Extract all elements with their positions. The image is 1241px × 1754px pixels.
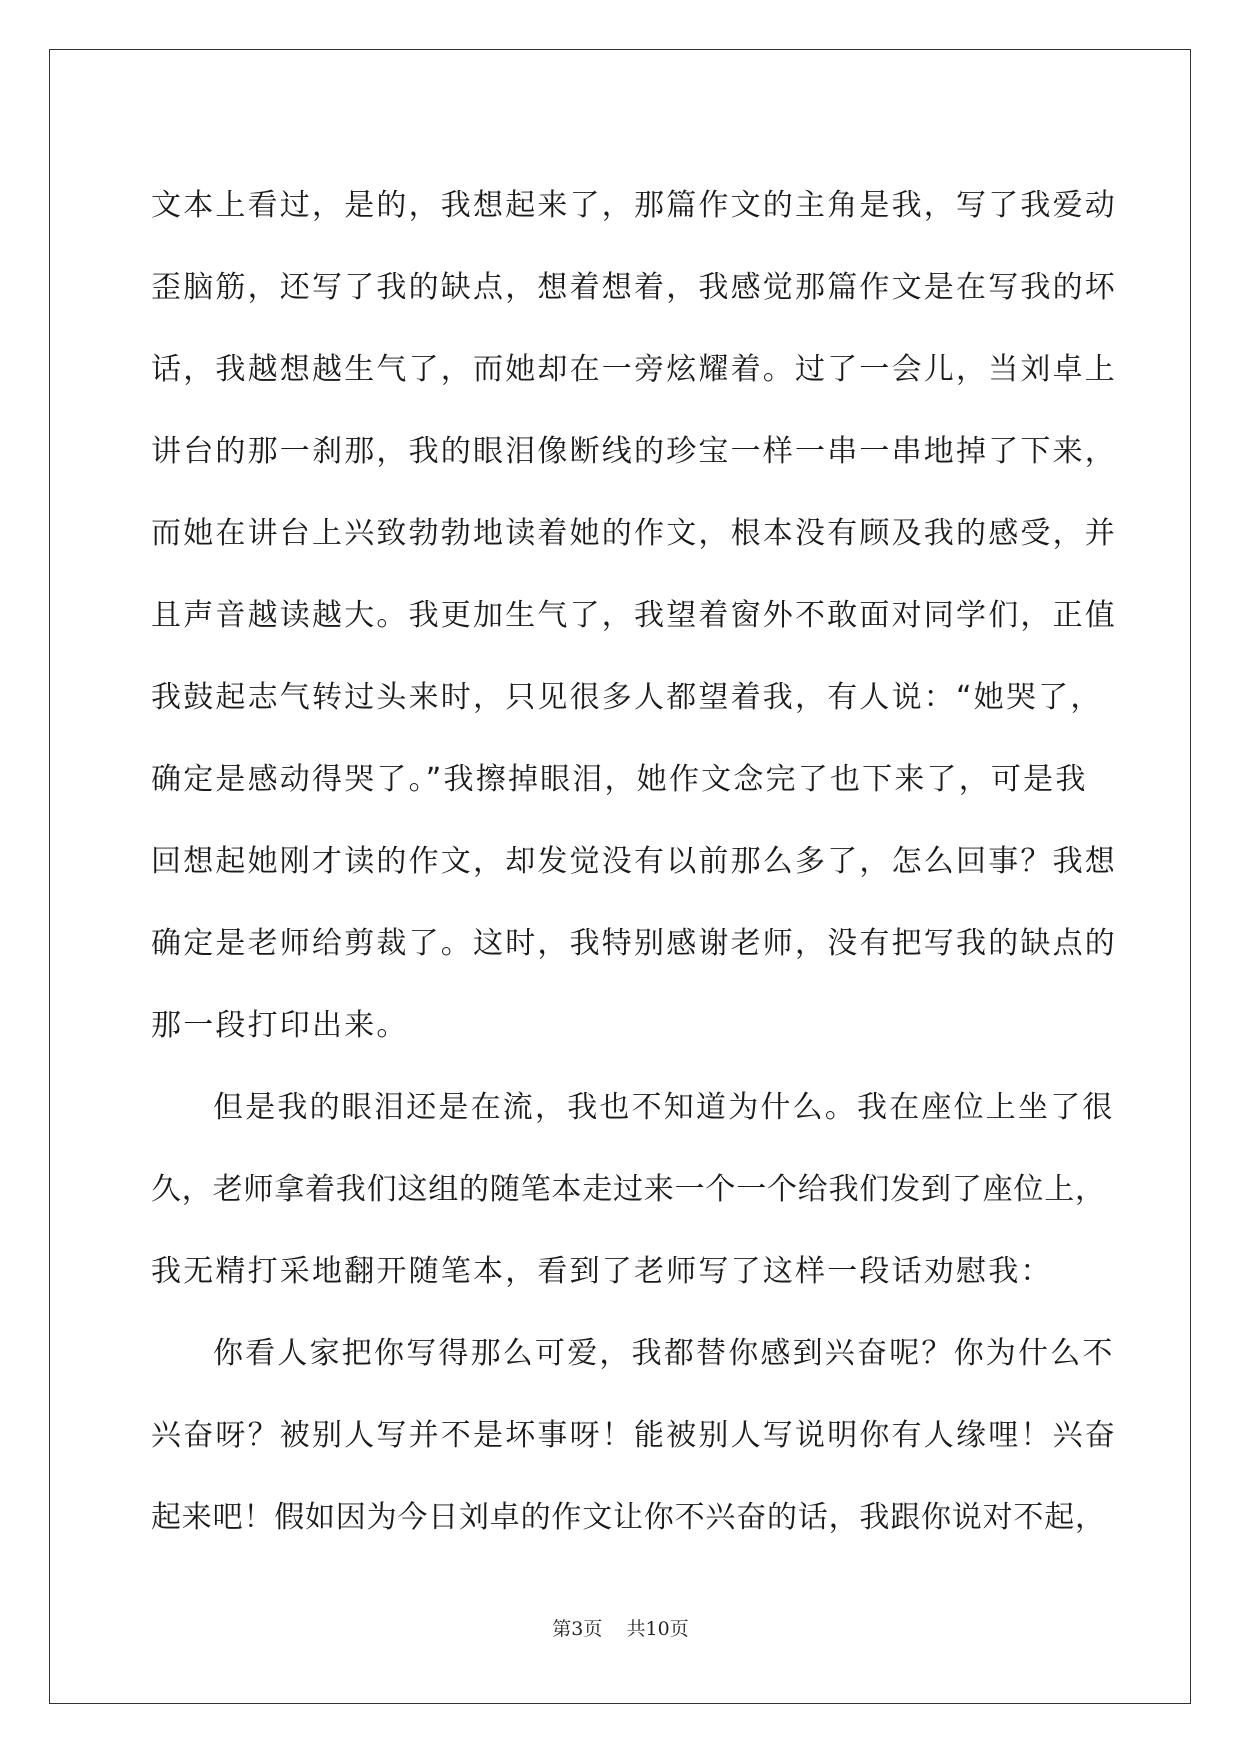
text-line: 久，老师拿着我们这组的随笔本走过来一个一个给我们发到了座位上， xyxy=(151,1172,1106,1207)
text-line: 而她在讲台上兴致勃勃地读着她的作文，根本没有顾及我的感受，并 xyxy=(151,516,1117,551)
text-line: 兴奋呀？被别人写并不是坏事呀！能被别人写说明你有人缘哩！兴奋 xyxy=(151,1418,1117,1453)
text-line: 我鼓起志气转过头来时，只见很多人都望着我，有人说：“她哭了， xyxy=(151,680,1103,715)
text-line: 我无精打采地翻开随笔本，看到了老师写了这样一段话劝慰我： xyxy=(151,1254,1053,1289)
text-line: 且声音越读越大。我更加生气了，我望着窗外不敢面对同学们，正值 xyxy=(151,598,1117,633)
text-line: 起来吧！假如因为今日刘卓的作文让你不兴奋的话，我跟你说对不起， xyxy=(151,1500,1106,1535)
text-line: 讲台的那一刹那，我的眼泪像断线的珍宝一样一串一串地掉了下来， xyxy=(151,434,1117,469)
text-line: 文本上看过，是的，我想起来了，那篇作文的主角是我，写了我爱动 xyxy=(151,188,1117,223)
text-line: 那一段打印出来。 xyxy=(151,1008,409,1043)
text-line: 确定是老师给剪裁了。这时，我特别感谢老师，没有把写我的缺点的 xyxy=(151,926,1117,961)
page-number: 第3页 xyxy=(552,1618,603,1640)
text-line: 歪脑筋，还写了我的缺点，想着想着，我感觉那篇作文是在写我的坏 xyxy=(151,270,1117,305)
text-line: 确定是感动得哭了。”我擦掉眼泪，她作文念完了也下来了，可是我 xyxy=(151,762,1088,797)
paragraph-start-line: 你看人家把你写得那么可爱，我都替你感到兴奋呢？你为什么不 xyxy=(213,1336,1115,1371)
paragraph-start-line: 但是我的眼泪还是在流，我也不知道为什么。我在座位上坐了很 xyxy=(213,1090,1115,1125)
text-line: 话，我越想越生气了，而她却在一旁炫耀着。过了一会儿，当刘卓上 xyxy=(151,352,1117,387)
body-text xyxy=(151,165,1117,1559)
page-footer xyxy=(0,1614,1241,1641)
text-line: 回想起她刚才读的作文，却发觉没有以前那么多了，怎么回事？我想 xyxy=(151,844,1117,879)
page-total: 共10页 xyxy=(626,1618,689,1640)
